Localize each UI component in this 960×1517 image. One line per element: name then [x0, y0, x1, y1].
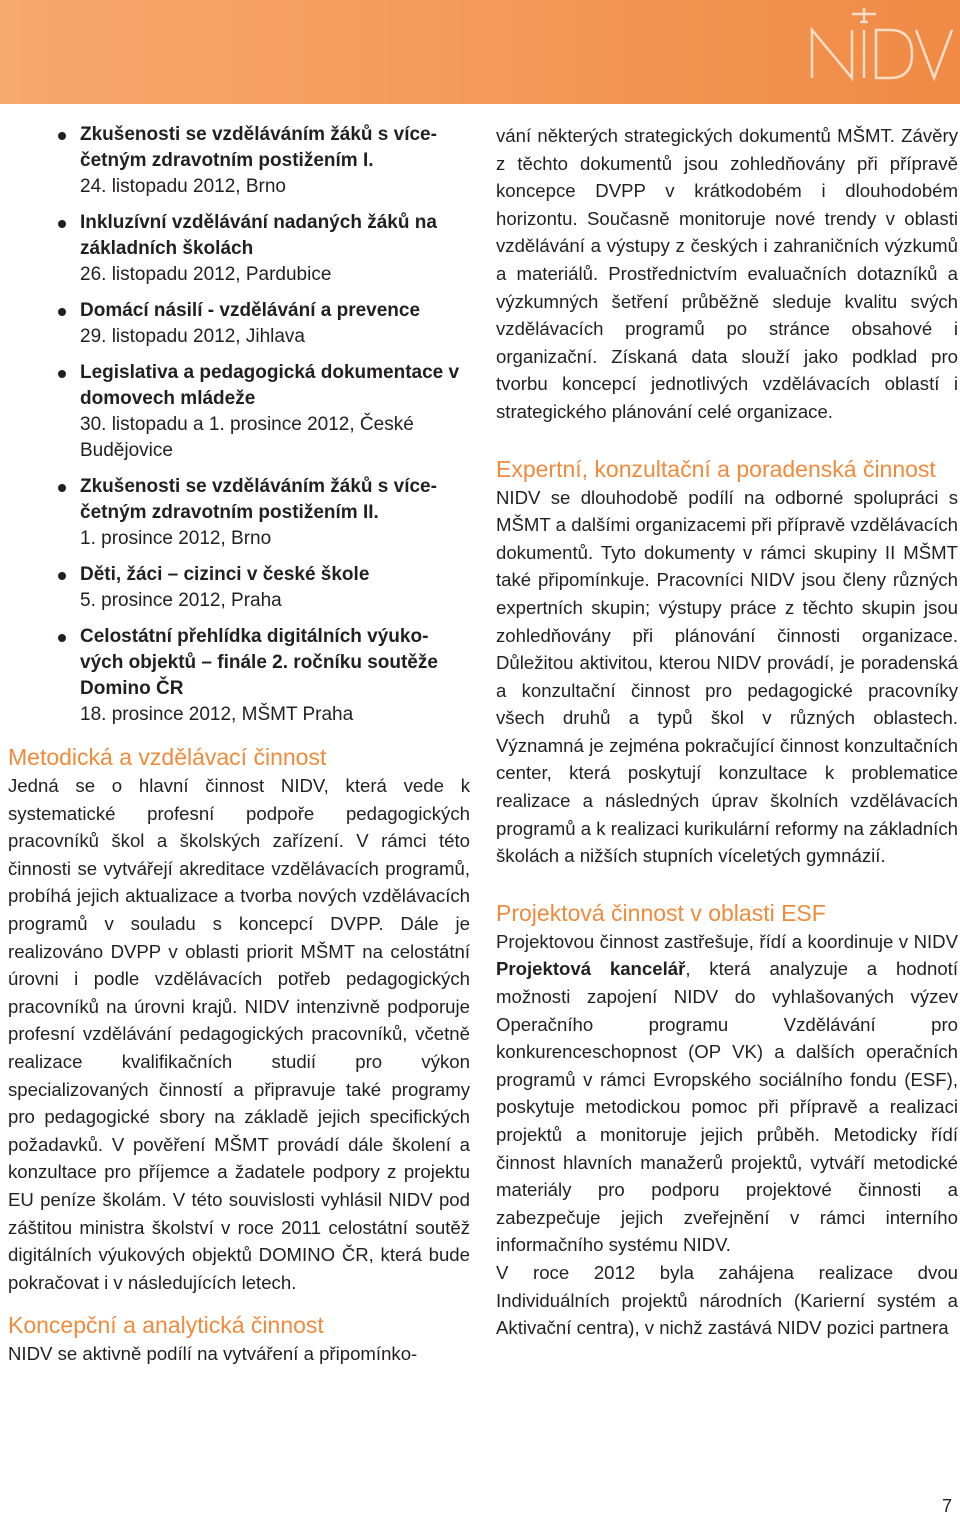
list-item	[8, 210, 470, 288]
section-heading: Expertní, konzultační a poradenská činnost	[496, 455, 936, 482]
left-column	[8, 122, 470, 1368]
event-title: Inkluzívní vzdělávání nadaných žáků na základních školách	[80, 212, 437, 259]
event-title: Zkušenosti se vzděláváním žáků s více-četným zdravotním postižením II.	[80, 476, 437, 523]
section-body-start: NIDV se aktivně podílí na vytváření a připomínko-	[8, 1343, 418, 1365]
section-body: Jedná se o hlavní činnost NIDV, která vede k systematické profesní podpoře pedagogických pracovníků škol a školských zařízení. V rámci této činnosti se vytvářejí akreditace vzdělávacích programů, probíhá jejich aktualizace a tvorba nových vzdělávacích programů v souladu s koncepcí DVPP. Dále je realizováno DVPP v oblasti priorit MŠMT na celostátní úrovni i podle vzdělávacích potřeb pedagogických pracovníků na úrovni krajů. NIDV intenzivně podporuje profesní vzdělávání pedagogických pracovníků, včetně realizace kvalifikačních studií pro výkon specializovaných činností a připravuje také programy pro pedagogické sbory na základě jejich specifických požadavků. V pověření MŠMT provádí dále školení a konzultace pro příjemce a žadatele podpory z projektu EU peníze školám. V této souvislosti vyhlásil NIDV pod záštitou ministra školství v roce 2011 celostátní soutěž digitálních výukových objektů DOMINO ČR, která bude pokračovat i v následujících letech.	[8, 775, 470, 1293]
list-item	[8, 298, 470, 350]
event-date: 18. prosince 2012, MŠMT Praha	[80, 704, 354, 725]
section-koncepcni	[8, 1310, 470, 1368]
section-heading: Koncepční a analytická činnost	[8, 1312, 324, 1339]
section-body-2: V roce 2012 byla zahájena realizace dvou Individuálních projektů národních (Karierní systém a Aktivační centra), v nichž zastává NIDV pozici partnera	[496, 1261, 958, 1339]
body-text: , která analyzuje a hodnotí možnosti zapojení NIDV do vyhlašovaných výzev Operačního programu Vzdělávání pro konkurenceschopnost (OP VK) a dalších operačních programů v rámci Evropského sociálního fondu (ESF), poskytuje metodickou pomoc při přípravě a realizaci projektů a monitoruje jejich průběh. Metodicky řídí činnost hlavních manažerů projektů, vytváří metodické materiály pro podporu projektové činnosti a zabezpečuje jejich zveřejnění v rámci interního informačního systému NIDV.	[496, 958, 958, 1256]
event-title: Zkušenosti se vzděláváním žáků s více-četným zdravotním postižením I.	[80, 124, 437, 171]
right-column	[496, 122, 958, 1342]
list-item	[8, 562, 470, 614]
bullet-icon	[58, 484, 66, 492]
bold-term: Projektová kancelář	[496, 958, 686, 980]
event-date: 29. listopadu 2012, Jihlava	[80, 326, 305, 347]
event-date: 26. listopadu 2012, Pardubice	[80, 264, 332, 285]
section-body: NIDV se dlouhodobě podílí na odborné spolupráci s MŠMT a dalšími organizacemi při přípravě vzdělávacích dokumentů. Tyto dokumenty v rámci skupiny II MŠMT také připomínkuje. Pracovníci NIDV jsou členy různých expertních skupin; výstupy práce z těchto skupin jsou zohledňovány při plánování činnosti organizace. Důležitou aktivitou, kterou NIDV provádí, je poradenská a konzultační činnost pro pedagogické pracovníky všech druhů a typů škol v různých oblastech. Významná je zejména pokračující činnost konzultačních center, která poskytují konzultace k problematice realizace a následných úprav školních vzdělávacích programů a k realizaci kurikulární reformy na základních školách a nižších stupních víceletých gymnázií.	[496, 486, 958, 867]
event-title: Celostátní přehlídka digitálních výuko-vých objektů – finále 2. ročníku soutěže Domino ČR	[80, 626, 438, 699]
list-item	[8, 474, 470, 552]
section-body	[496, 928, 958, 1259]
nidv-logo	[800, 0, 960, 104]
event-date: 1. prosince 2012, Brno	[80, 528, 272, 549]
bullet-icon	[58, 308, 66, 316]
bullet-icon	[58, 572, 66, 580]
section-body-continuation: vání některých strategických dokumentů MŠMT. Závěry z těchto dokumentů jsou zohledňovány při přípravě koncepce DVPP v krátkodobém i dlouhodobém horizontu. Současně monitoruje nové trendy v oblasti vzdělávání a výstupy z českých i zahraničních výzkumů a materiálů. Prostřednictvím evaluačních dotazníků a výzkumných šetření průběžně sleduje kvalitu svých vzdělávacích programů po stránce obsahové i organizační. Získaná data slouží jako podklad pro tvorbu koncepcí jednotlivých vzdělávacích oblastí i strategického plánování celé organizace.	[496, 125, 958, 422]
event-list	[8, 122, 470, 728]
list-item	[8, 624, 470, 728]
section-metodicka	[8, 742, 470, 1296]
bullet-icon	[58, 634, 66, 642]
section-projektova	[496, 898, 958, 1342]
bullet-icon	[58, 132, 66, 140]
event-title: Děti, žáci – cizinci v české škole	[80, 564, 370, 585]
event-date: 24. listopadu 2012, Brno	[80, 176, 286, 197]
event-title: Domácí násilí - vzdělávání a prevence	[80, 300, 421, 321]
list-item	[8, 360, 470, 464]
bullet-icon	[58, 220, 66, 228]
page-number: 7	[941, 1496, 952, 1516]
section-expertni	[496, 454, 958, 870]
event-title: Legislativa a pedagogická dokumentace v domovech mládeže	[80, 362, 460, 409]
section-heading: Projektová činnost v oblasti ESF	[496, 899, 826, 926]
section-heading: Metodická a vzdělávací činnost	[8, 744, 327, 770]
body-text: Projektovou činnost zastřešuje, řídí a koordinuje v NIDV	[496, 930, 958, 952]
bullet-icon	[58, 370, 66, 378]
list-item	[8, 122, 470, 200]
event-date: 30. listopadu a 1. prosince 2012, České Budějovice	[80, 414, 414, 461]
event-date: 5. prosince 2012, Praha	[80, 590, 282, 611]
